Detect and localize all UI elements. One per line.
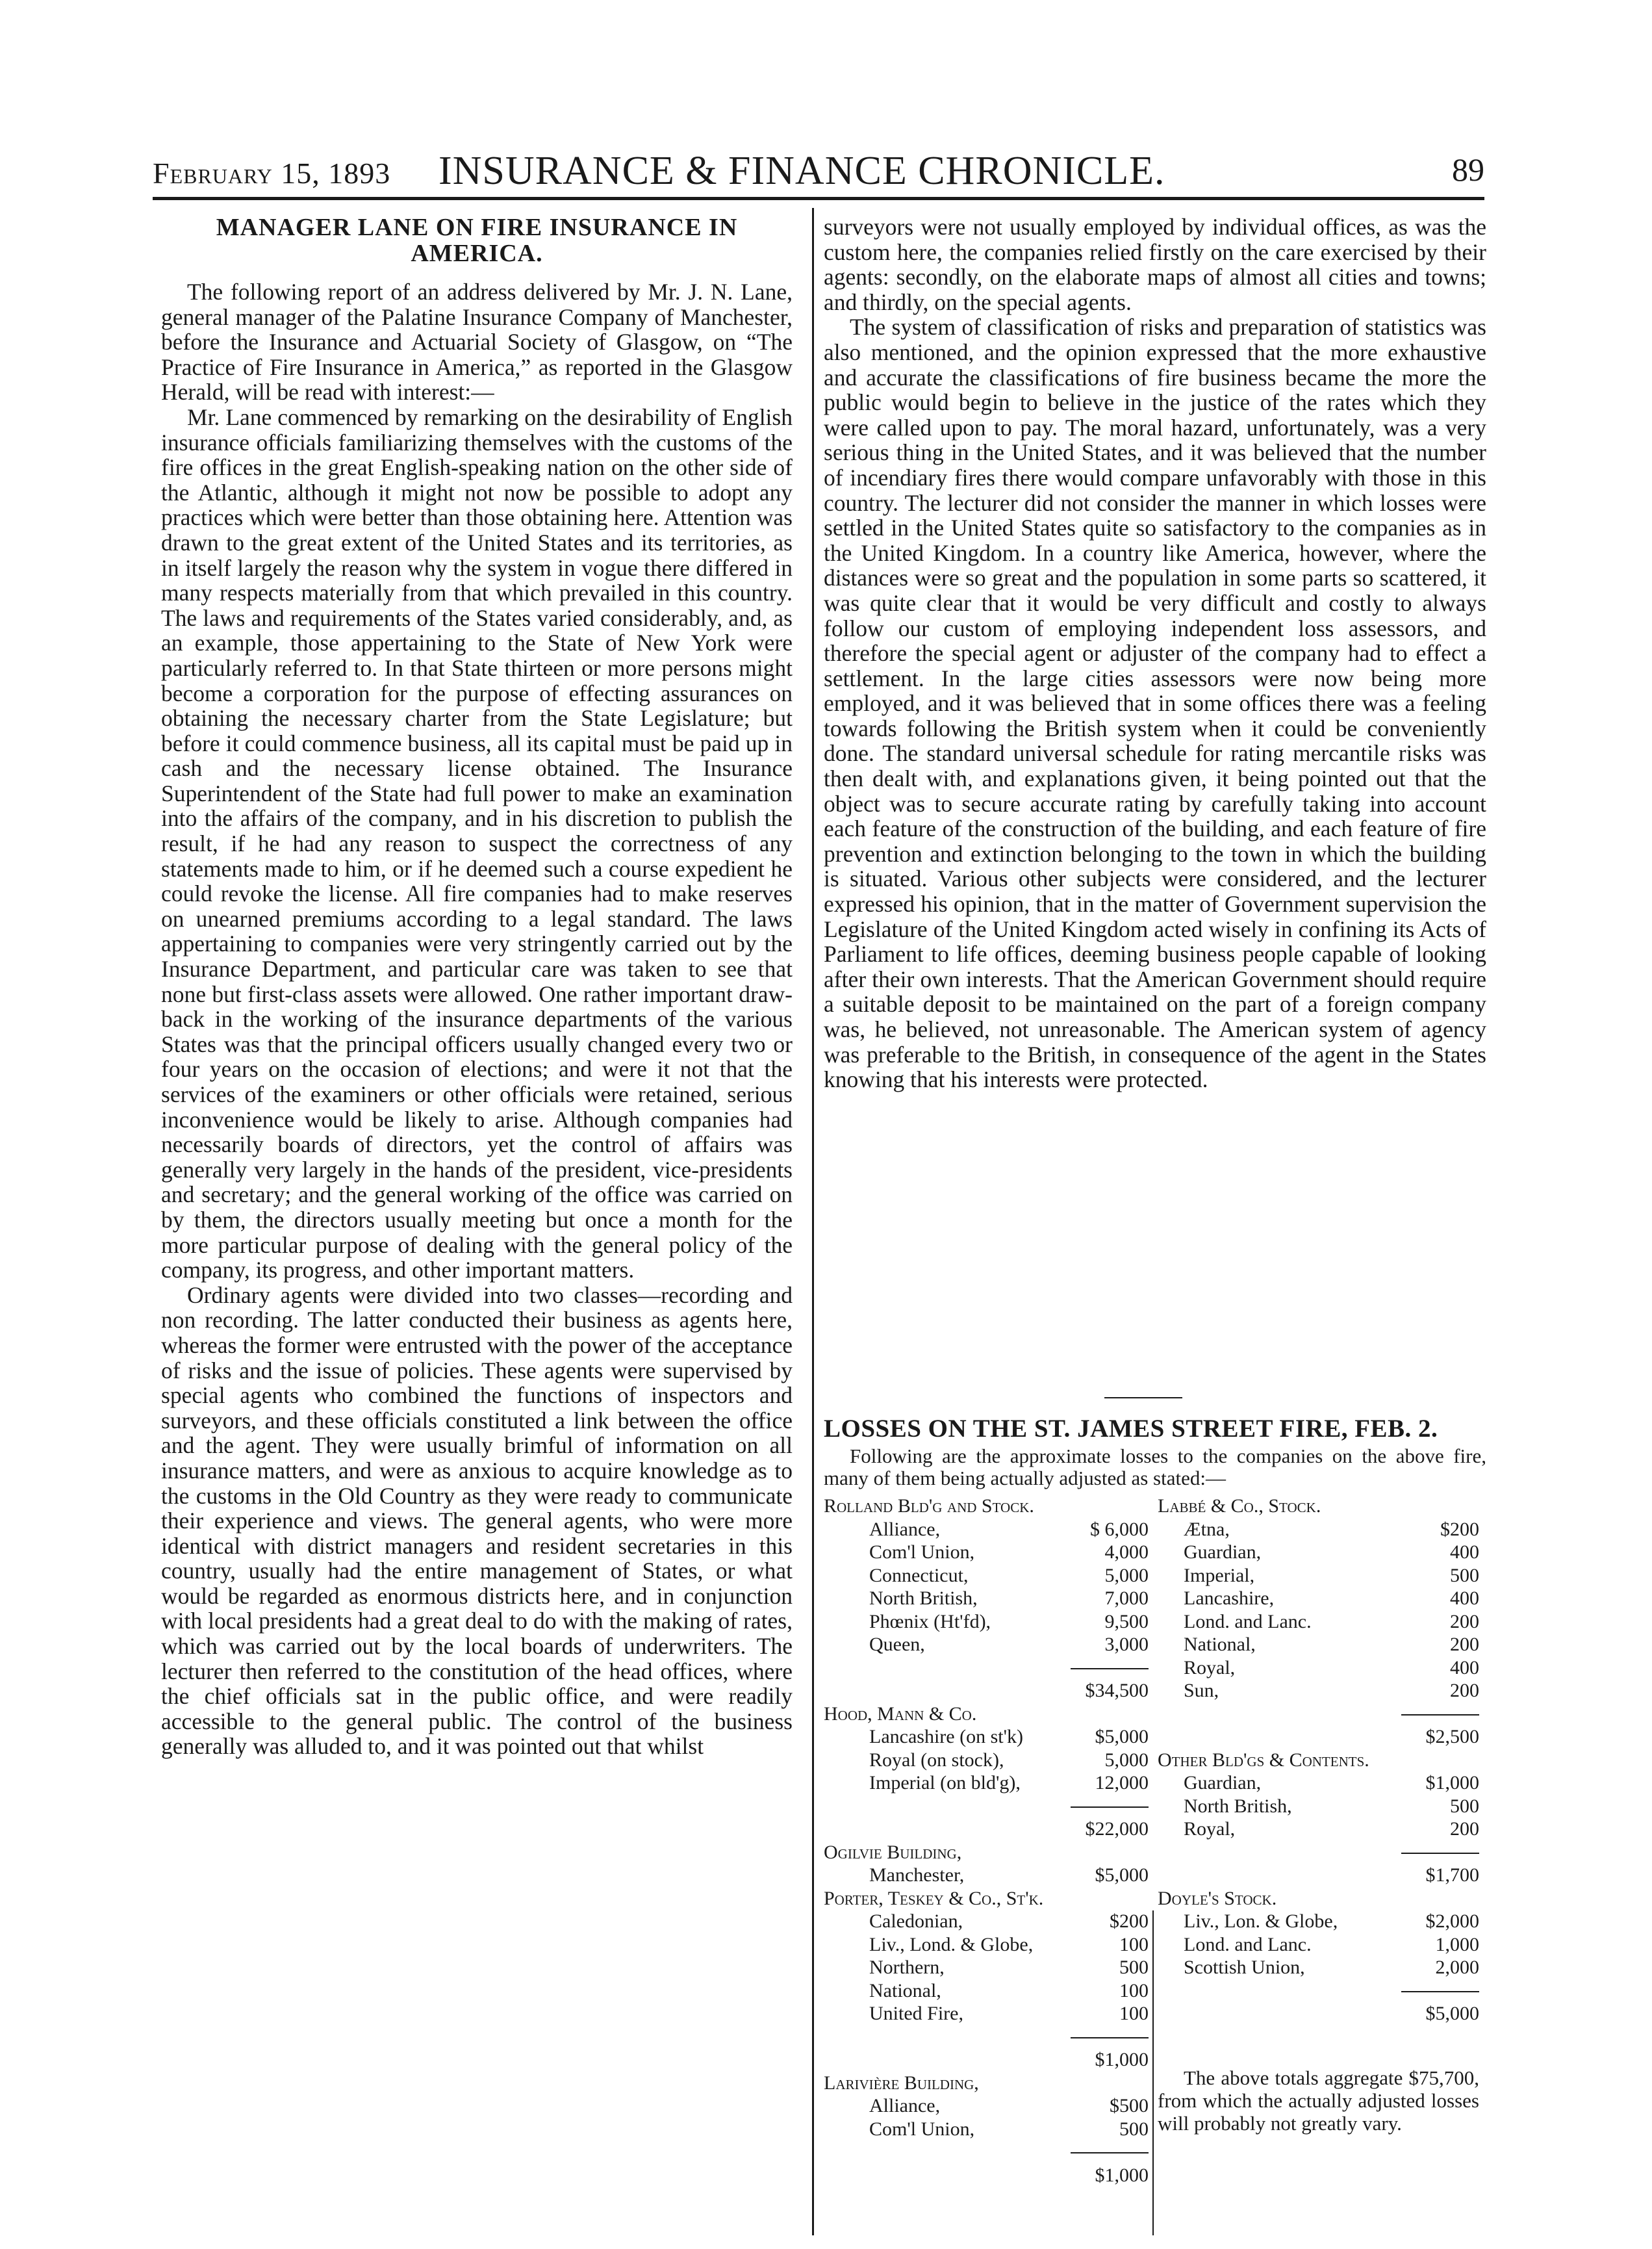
group-heading: Other Bld'gs & Contents.: [1158, 1749, 1369, 1771]
article-paragraph: The following report of an address delivered by Mr. J. N. Lane, general manager of the Palatine Insurance Company of Manchester, before the Insurance and Actuarial Society of Glasgow, on “The Practice of Fire Insurance in America,” as reported in the Glasgow Herald, will be read with interest:—: [161, 279, 793, 405]
group-heading: Ogilvie Building,: [824, 1841, 962, 1863]
company-name: Royal,: [1184, 1656, 1236, 1678]
group-total: $1,000: [1095, 2049, 1149, 2070]
loss-amount: 100: [1119, 1979, 1149, 2001]
company-name: Scottish Union,: [1184, 1957, 1305, 1978]
company-name: National,: [1184, 1634, 1256, 1655]
group-heading: Larivière Building,: [824, 2072, 979, 2094]
loss-amount: $2,000: [1425, 1910, 1479, 1932]
company-name: Alliance,: [869, 1518, 941, 1540]
header-rule: [153, 197, 1484, 200]
loss-amount: 200: [1450, 1680, 1479, 1701]
total-rule: [1071, 2037, 1149, 2038]
section-divider: [1104, 1397, 1182, 1398]
losses-table-left: [824, 1495, 1149, 2242]
group-heading: Rolland Bld'g and Stock.: [824, 1495, 1034, 1517]
total-rule: [1401, 1714, 1479, 1716]
loss-amount: 100: [1119, 2003, 1149, 2024]
company-name: Com'l Union,: [869, 2118, 975, 2140]
losses-table-right: [1158, 1495, 1486, 2024]
loss-amount: 500: [1119, 1957, 1149, 1978]
column-divider: [812, 208, 814, 2235]
group-total: $1,700: [1425, 1864, 1479, 1886]
loss-amount: 400: [1450, 1541, 1479, 1563]
loss-amount: $1,000: [1425, 1772, 1479, 1793]
company-name: Phœnix (Ht'fd),: [869, 1610, 991, 1632]
losses-title: LOSSES ON THE ST. JAMES STREET FIRE, FEB. 2.: [824, 1415, 1438, 1443]
loss-amount: 7,000: [1104, 1587, 1149, 1609]
loss-amount: 9,500: [1104, 1610, 1149, 1632]
loss-amount: $ 6,000: [1090, 1518, 1149, 1540]
company-name: Guardian,: [1184, 1541, 1262, 1563]
loss-amount: 5,000: [1104, 1749, 1149, 1771]
total-rule: [1071, 2152, 1149, 2153]
loss-amount: 400: [1450, 1656, 1479, 1678]
company-name: Lancashire,: [1184, 1587, 1275, 1609]
loss-amount: 500: [1450, 1795, 1479, 1817]
company-name: Lond. and Lanc.: [1184, 1933, 1312, 1955]
company-name: Imperial,: [1184, 1564, 1255, 1586]
company-name: Guardian,: [1184, 1772, 1262, 1793]
company-name: National,: [869, 1979, 941, 2001]
company-name: North British,: [869, 1587, 978, 1609]
article-title: MANAGER LANE ON FIRE INSURANCE IN AMERICA.: [216, 214, 738, 267]
loss-amount: $200: [1110, 1910, 1149, 1932]
company-name: Northern,: [869, 1957, 945, 1978]
company-name: North British,: [1184, 1795, 1292, 1817]
company-name: Royal,: [1184, 1818, 1236, 1840]
company-name: Manchester,: [869, 1864, 965, 1886]
article-paragraph: Ordinary agents were divided into two classes—recording and non recording. The latter conducted their business as agents here, whereas the former were entrusted with the power of the acceptance of risks and the issue of policies. These agents were supervised by special agents who combined the functions of inspectors and surveyors, and these officials constituted a link between the office and the agent. They were usually brimful of information on all insurance matters, and were as anxious to acquire knowledge as to the customs in the Old Country as they were ready to communicate their experience and views. The general agents, who were more identical with district managers and resident secretaries in this country, usually had the entire management of States, or what would be regarded as enormous districts here, and in conjunction with local presidents had a great deal to do with the making of rates, which was carried out by the local boards of underwriters. The lecturer then referred to the constitution of the head offices, where the chief officials sat in the public office, and were readily accessible to the general public. The control of the business generally was alluded to, and it was pointed out that whilst: [161, 1281, 793, 1760]
loss-amount: 100: [1119, 1933, 1149, 1955]
article-column-1: [161, 214, 793, 1759]
article-paragraph: surveyors were not usually employed by individual offices, as was the custom here, the companies relied firstly on the care exercised by their agents: secondly, on the elaborate maps of almost all cities and towns; and thirdly, on the special agents.: [824, 214, 1486, 315]
company-name: Connecticut,: [869, 1564, 969, 1586]
loss-amount: $5,000: [1095, 1726, 1149, 1747]
loss-amount: $200: [1440, 1518, 1479, 1540]
company-name: United Fire,: [869, 2003, 963, 2024]
loss-amount: $500: [1110, 2095, 1149, 2116]
company-name: Queen,: [869, 1634, 925, 1655]
company-name: Liv., Lon. & Globe,: [1184, 1910, 1338, 1932]
group-total: $2,500: [1425, 1726, 1479, 1747]
table-divider: [1152, 1910, 1154, 2235]
page-number: 89: [1452, 151, 1484, 188]
article-paragraph: The system of classification of risks and preparation of statistics was also mentioned, and the opinion expressed that the more exhaustive and accurate the classifications of fire business became the more the public would begin to believe in the justice of the rates which they were called upon to pay. The moral hazard, unfortunately, was a very serious thing in the United States, and it was believed that the number of incendiary fires there would compare unfavorably with those in this country. The lecturer did not consider the manner in which losses were settled in the United States quite so satisfactory to the companies as in the United Kingdom. In a country like America, however, where the distances were so great and the population in some parts so scattered, it was quite clear that it would be very difficult and costly to always follow our custom of employing independent loss assessors, and therefore the special agent or adjuster of the company had to effect a settlement. In the large cities assessors were now being more employed, and it was believed that in some offices there was a feeling towards following the British system when it could be conveniently done. The standard universal schedule for rating mercantile risks was then dealt with, and explanations given, it being pointed out that the object was to secure accurate rating by carefully taking into account each feature of the construction of the building, and each feature of fire prevention and extinction belonging to the town in which the building is situated. Various other subjects were considered, and the lecturer expressed his opinion, that in the matter of Government supervision the Legislature of the United Kingdom acted wisely in confining its Acts of Parliament to life offices, deeming business people capable of looking after their own interests. That the American Government should require a suitable deposit to be maintained on the part of a foreign company was, he believed, not unreasonable. The American system of agency was preferable to the British, in consequence of the agent in the States knowing that his interests were protected.: [824, 314, 1486, 1093]
group-total: $1,000: [1095, 2164, 1149, 2186]
group-total: $34,500: [1085, 1680, 1149, 1701]
group-heading: Labbé & Co., Stock.: [1158, 1495, 1321, 1517]
loss-amount: 200: [1450, 1818, 1479, 1840]
loss-amount: 500: [1119, 2118, 1149, 2140]
loss-amount: 200: [1450, 1634, 1479, 1655]
total-rule: [1071, 1806, 1149, 1808]
loss-amount: 200: [1450, 1610, 1479, 1632]
company-name: Ætna,: [1184, 1518, 1230, 1540]
header-date: February 15, 1893: [153, 157, 391, 190]
loss-amount: 2,000: [1435, 1957, 1479, 1978]
losses-section: [824, 1415, 1486, 1489]
losses-note: The above totals aggregate $75,700, from which the actually adjusted losses will probably not greatly vary.: [1158, 2066, 1479, 2135]
company-name: Liv., Lond. & Globe,: [869, 1933, 1034, 1955]
group-heading: Porter, Teskey & Co., St'k.: [824, 1887, 1044, 1909]
loss-amount: $5,000: [1095, 1864, 1149, 1886]
group-heading: Doyle's Stock.: [1158, 1887, 1277, 1909]
group-total: $22,000: [1085, 1818, 1149, 1840]
loss-amount: 1,000: [1435, 1933, 1479, 1955]
company-name: Sun,: [1184, 1680, 1219, 1701]
company-name: Com'l Union,: [869, 1541, 975, 1563]
group-heading: Hood, Mann & Co.: [824, 1703, 977, 1725]
loss-amount: 400: [1450, 1587, 1479, 1609]
company-name: Imperial (on bld'g),: [869, 1772, 1021, 1793]
company-name: Lond. and Lanc.: [1184, 1610, 1312, 1632]
loss-amount: 500: [1450, 1564, 1479, 1586]
losses-intro: Following are the approximate losses to the companies on the above fire, many of them being actually adjusted as stated:—: [824, 1445, 1486, 1489]
loss-amount: 12,000: [1095, 1772, 1149, 1793]
company-name: Alliance,: [869, 2095, 941, 2116]
loss-amount: 4,000: [1104, 1541, 1149, 1563]
total-rule: [1401, 1991, 1479, 1992]
page-header: [153, 136, 1484, 195]
company-name: Caledonian,: [869, 1910, 963, 1932]
total-rule: [1071, 1668, 1149, 1669]
group-total: $5,000: [1425, 2003, 1479, 2024]
company-name: Royal (on stock),: [869, 1749, 1004, 1771]
total-rule: [1401, 1853, 1479, 1854]
loss-amount: 3,000: [1104, 1634, 1149, 1655]
publication-title: INSURANCE & FINANCE CHRONICLE.: [438, 149, 1165, 193]
loss-amount: 5,000: [1104, 1564, 1149, 1586]
article-column-2: [824, 214, 1486, 1092]
article-paragraph: Mr. Lane commenced by remarking on the desirability of English insurance officials familiarizing themselves with the customs of the fire offices in the great English-speaking nation on the other side of the Atlantic, although it might not now be possible to adopt any practices which were better than those obtaining here. Attention was drawn to the great extent of the United States and its territories, as in itself largely the reason why the system in vogue there differed in many respects materially from that which prevailed in this country. The laws and requirements of the States varied considerably, and, as an example, those appertaining to the State of New York were particularly referred to. In that State thirteen or more persons might become a corporation for the purpose of effecting assurances on obtaining the necessary charter from the State Legislature; but before it could commence business, all its capital must be paid up in cash and the necessary license obtained. The Insurance Superintendent of the State had full power to make an examination into the affairs of the company, and in his discretion to publish the result, if he had any reason to suspect the correctness of any statements made to him, or if he deemed such a course expedient he could revoke the license. All fire companies had to make reserves on unearned premiums according to a legal standard. The laws appertaining to companies were very stringently carried out by the Insurance Department, and particular care was taken to see that none but first-class assets were allowed. One rather important draw-back in the working of the insurance departments of the various States was that the principal officers usually changed every two or four years on the occasion of elections; and were it not that the services of the examiners or other officials were retained, serious inconvenience would be likely to arise. Although companies had necessarily boards of directors, yet the control of affairs was generally very largely in the hands of the president, vice-presidents and secretary; and the general working of the office was carried on by them, the directors usually meeting but once a month for the more particular purpose of dealing with the general policy of the company, its progress, and other important matters.: [161, 404, 793, 1283]
company-name: Lancashire (on st'k): [869, 1726, 1023, 1747]
